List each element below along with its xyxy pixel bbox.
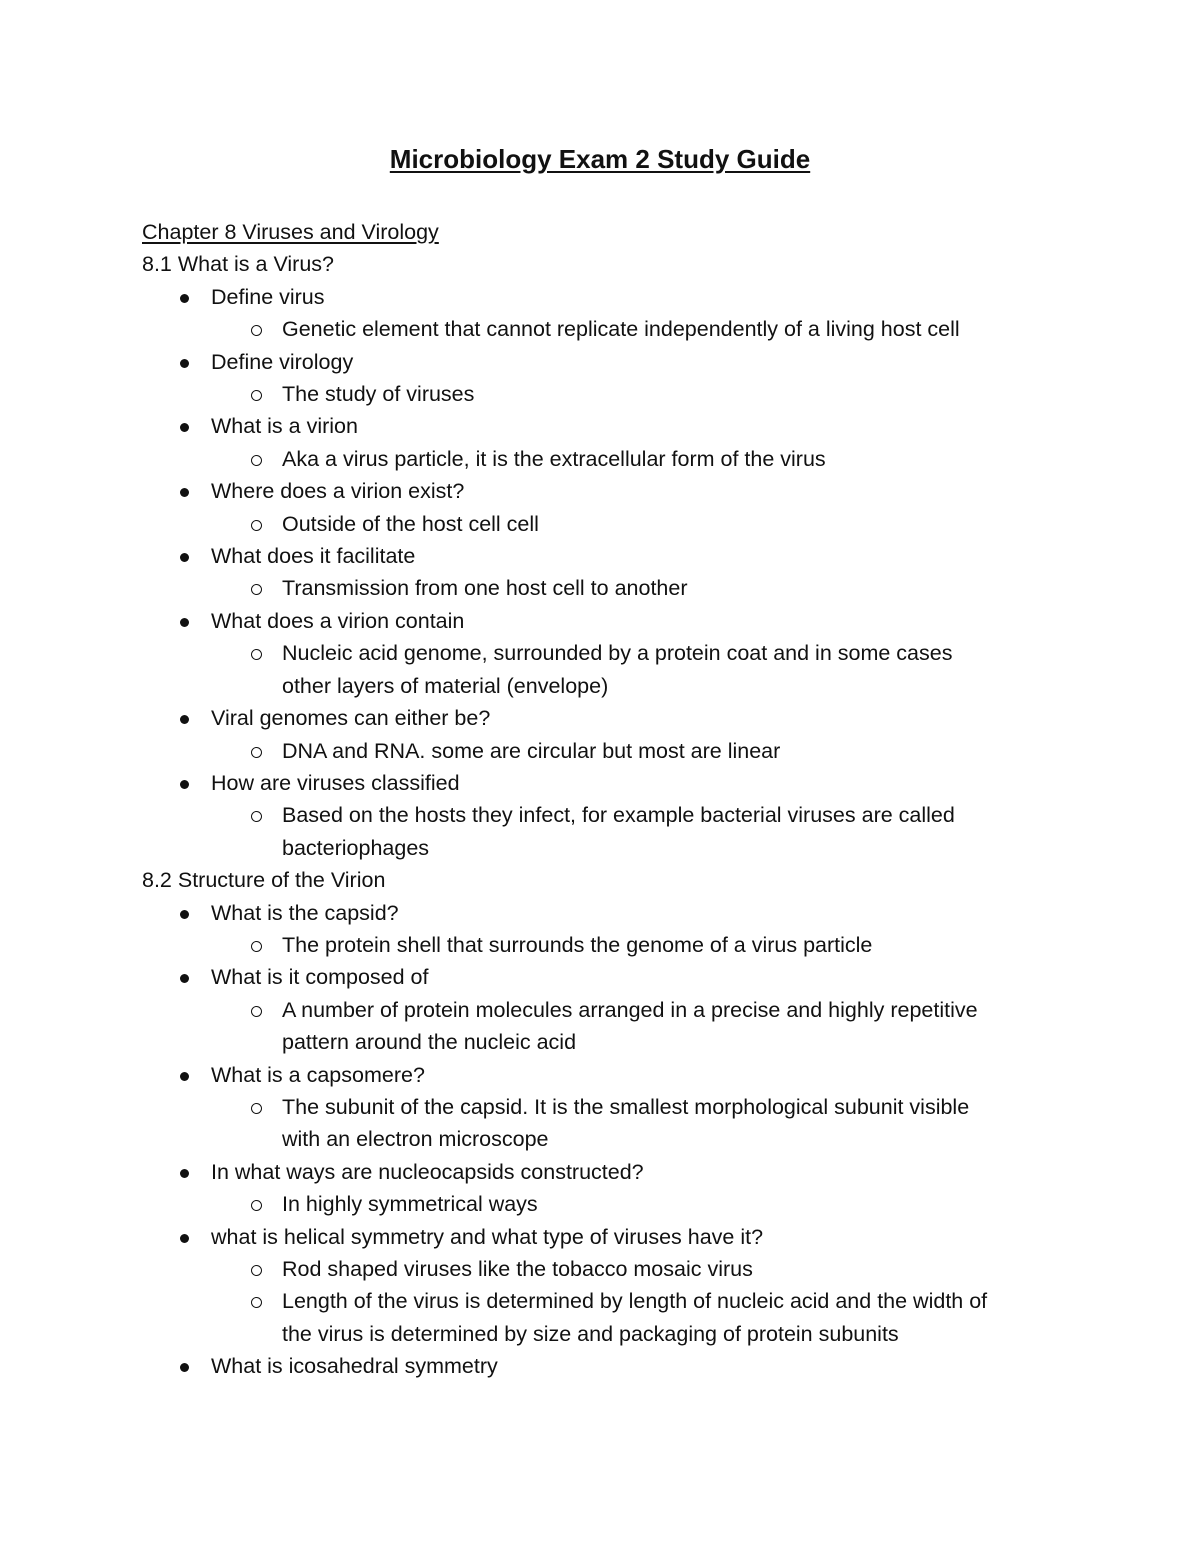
answer-list	[211, 443, 1072, 475]
answer-list	[211, 572, 1072, 604]
answer-item	[142, 1253, 1072, 1285]
question-item	[142, 767, 1072, 864]
answer-list	[211, 929, 1072, 961]
answer-list	[211, 508, 1072, 540]
hollow-bullet-icon	[251, 455, 262, 466]
question-text: What does it facilitate	[211, 544, 416, 569]
answer-item	[142, 313, 1072, 345]
answer-list	[211, 994, 1072, 1059]
filled-bullet-icon	[180, 1072, 189, 1081]
question-item	[142, 475, 1072, 540]
answer-text-line: Aka a virus particle, it is the extracellular form of the virus	[282, 446, 826, 471]
answer-item	[142, 637, 1072, 702]
answer-list	[211, 1188, 1072, 1220]
answer-text-line: Genetic element that cannot replicate independently of a living host cell	[282, 317, 960, 342]
question-list	[142, 897, 1072, 1383]
answer-list	[211, 378, 1072, 410]
question-list	[142, 281, 1072, 864]
hollow-bullet-icon	[251, 1265, 262, 1276]
answer-text-line: the virus is determined by size and packaging of protein subunits	[282, 1321, 899, 1346]
filled-bullet-icon	[180, 294, 189, 303]
answer-item	[142, 508, 1072, 540]
hollow-bullet-icon	[251, 649, 262, 660]
filled-bullet-icon	[180, 1169, 189, 1178]
document-body	[142, 216, 1072, 1383]
question-item	[142, 410, 1072, 475]
question-text: What is a capsomere?	[211, 1062, 425, 1087]
question-text: What is icosahedral symmetry	[211, 1354, 498, 1379]
filled-bullet-icon	[180, 974, 189, 983]
question-text: What is the capsid?	[211, 900, 399, 925]
question-text: Where does a virion exist?	[211, 479, 465, 504]
filled-bullet-icon	[180, 910, 189, 919]
question-text: Define virology	[211, 349, 354, 374]
answer-list	[211, 313, 1072, 345]
answer-text-line: Length of the virus is determined by length of nucleic acid and the width of	[282, 1289, 988, 1314]
section-heading: 8.1 What is a Virus?	[142, 252, 334, 277]
answer-text-line: Transmission from one host cell to another	[282, 576, 688, 601]
question-item	[142, 1156, 1072, 1221]
section-heading: 8.2 Structure of the Virion	[142, 868, 386, 893]
answer-text-line: Based on the hosts they infect, for example bacterial viruses are called	[282, 803, 955, 828]
filled-bullet-icon	[180, 488, 189, 497]
answer-item	[142, 799, 1072, 864]
answer-text-line: Rod shaped viruses like the tobacco mosaic virus	[282, 1257, 753, 1281]
answer-item	[142, 1188, 1072, 1220]
hollow-bullet-icon	[251, 941, 262, 952]
filled-bullet-icon	[180, 1363, 189, 1372]
question-item	[142, 702, 1072, 767]
answer-text-line: In highly symmetrical ways	[282, 1192, 538, 1217]
hollow-bullet-icon	[251, 1103, 262, 1114]
answer-item	[142, 735, 1072, 767]
question-text: what is helical symmetry and what type of viruses have it?	[211, 1224, 764, 1249]
answer-list	[211, 799, 1072, 864]
answer-item	[142, 994, 1072, 1059]
hollow-bullet-icon	[251, 1006, 262, 1017]
filled-bullet-icon	[180, 359, 189, 368]
question-item	[142, 961, 1072, 1058]
question-item	[142, 897, 1072, 962]
hollow-bullet-icon	[251, 1200, 262, 1211]
question-item	[142, 1350, 1072, 1382]
question-text: What is a virion	[211, 414, 358, 439]
answer-item	[142, 929, 1072, 961]
hollow-bullet-icon	[251, 584, 262, 595]
answer-text-line: Nucleic acid genome, surrounded by a protein coat and in some cases	[282, 641, 953, 666]
hollow-bullet-icon	[251, 1297, 262, 1308]
hollow-bullet-icon	[251, 811, 262, 822]
answer-text-line: with an electron microscope	[282, 1127, 549, 1152]
question-text: In what ways are nucleocapsids constructed?	[211, 1159, 644, 1184]
question-text: How are viruses classified	[211, 770, 460, 795]
filled-bullet-icon	[180, 618, 189, 627]
answer-text-line: other layers of material (envelope)	[282, 673, 609, 698]
question-text: What does a virion contain	[211, 608, 465, 633]
question-item	[142, 1221, 1072, 1351]
answer-text-line: Outside of the host cell cell	[282, 511, 539, 536]
question-item	[142, 281, 1072, 346]
question-text: Define virus	[211, 284, 325, 309]
filled-bullet-icon	[180, 423, 189, 432]
answer-item	[142, 378, 1072, 410]
answer-text-line: pattern around the nucleic acid	[282, 1030, 577, 1055]
filled-bullet-icon	[180, 553, 189, 562]
question-text: Viral genomes can either be?	[211, 706, 491, 731]
document-title: Microbiology Exam 2 Study Guide	[389, 144, 811, 174]
chapter-heading: Chapter 8 Viruses and Virology	[142, 220, 439, 244]
answer-text-line: The subunit of the capsid. It is the smallest morphological subunit visible	[282, 1094, 970, 1119]
answer-text-line: DNA and RNA. some are circular but most are linear	[282, 738, 781, 763]
answer-list	[211, 637, 1072, 702]
answer-list	[211, 1091, 1072, 1156]
question-item	[142, 1059, 1072, 1156]
question-item	[142, 540, 1072, 605]
hollow-bullet-icon	[251, 520, 262, 531]
question-item	[142, 605, 1072, 702]
section-2	[142, 864, 1072, 1383]
answer-text-line: A number of protein molecules arranged in a precise and highly repetitive	[282, 997, 978, 1022]
filled-bullet-icon	[180, 780, 189, 789]
answer-text-line: The protein shell that surrounds the genome of a virus particle	[282, 932, 873, 957]
question-text: What is it composed of	[211, 965, 429, 990]
sections-container	[142, 248, 1072, 1382]
hollow-bullet-icon	[251, 390, 262, 401]
answer-text-line: bacteriophages	[282, 835, 430, 860]
filled-bullet-icon	[180, 1234, 189, 1243]
hollow-bullet-icon	[251, 325, 262, 336]
hollow-bullet-icon	[251, 747, 262, 758]
answer-item	[142, 1285, 1072, 1350]
filled-bullet-icon	[180, 715, 189, 724]
answer-item	[142, 443, 1072, 475]
section-1	[142, 248, 1072, 864]
answer-item	[142, 1091, 1072, 1156]
answer-list	[211, 1253, 1072, 1350]
question-item	[142, 346, 1072, 411]
answer-list	[211, 735, 1072, 767]
answer-item	[142, 572, 1072, 604]
answer-text-line: The study of viruses	[282, 382, 475, 407]
